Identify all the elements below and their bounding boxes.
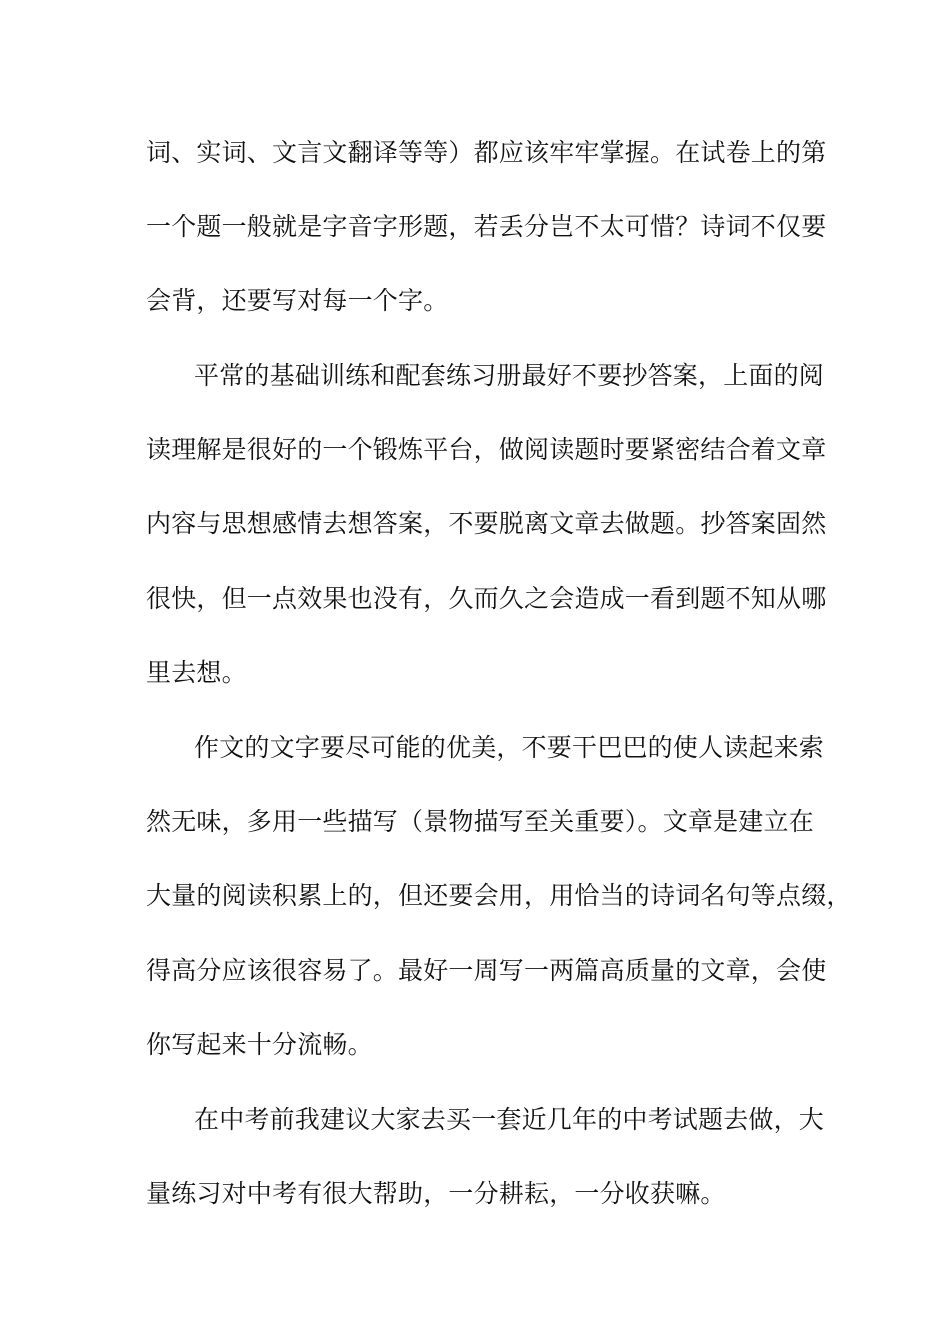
text-line: 量练习对中考有很大帮助，一分耕耘，一分收获嘛。 — [146, 1179, 726, 1208]
paragraph-first-line: 作文的文字要尽可能的优美，不要干巴巴的使人读起来索 — [194, 733, 825, 762]
paragraph-first-line: 平常的基础训练和配套练习册最好不要抄答案，上面的阅 — [194, 361, 825, 390]
text-line: 词、实词、文言文翻译等等）都应该牢牢掌握。在试卷上的第 — [146, 138, 827, 167]
text-line: 你写起来十分流畅。 — [146, 1030, 373, 1059]
text-line: 很快，但一点效果也没有，久而久之会造成一看到题不知从哪 — [146, 584, 827, 613]
text-line: 里去想。 — [146, 658, 247, 687]
text-line: 读理解是很好的一个锻炼平台，做阅读题时要紧密结合着文章 — [146, 435, 827, 464]
text-line: 一个题一般就是字音字形题，若丢分岂不太可惜？诗词不仅要 — [146, 212, 827, 241]
text-line: 得高分应该很容易了。最好一周写一两篇高质量的文章，会使 — [146, 956, 827, 985]
text-line: 会背，还要写对每一个字。 — [146, 286, 449, 315]
text-line: 大量的阅读积累上的，但还要会用，用恰当的诗词名句等点缀， — [146, 881, 852, 910]
text-line: 然无味，多用一些描写（景物描写至关重要）。文章是建立在 — [146, 807, 814, 836]
paragraph-first-line: 在中考前我建议大家去买一套近几年的中考试题去做，大 — [194, 1105, 825, 1134]
text-line: 内容与思想感情去想答案，不要脱离文章去做题。抄答案固然 — [146, 509, 827, 538]
